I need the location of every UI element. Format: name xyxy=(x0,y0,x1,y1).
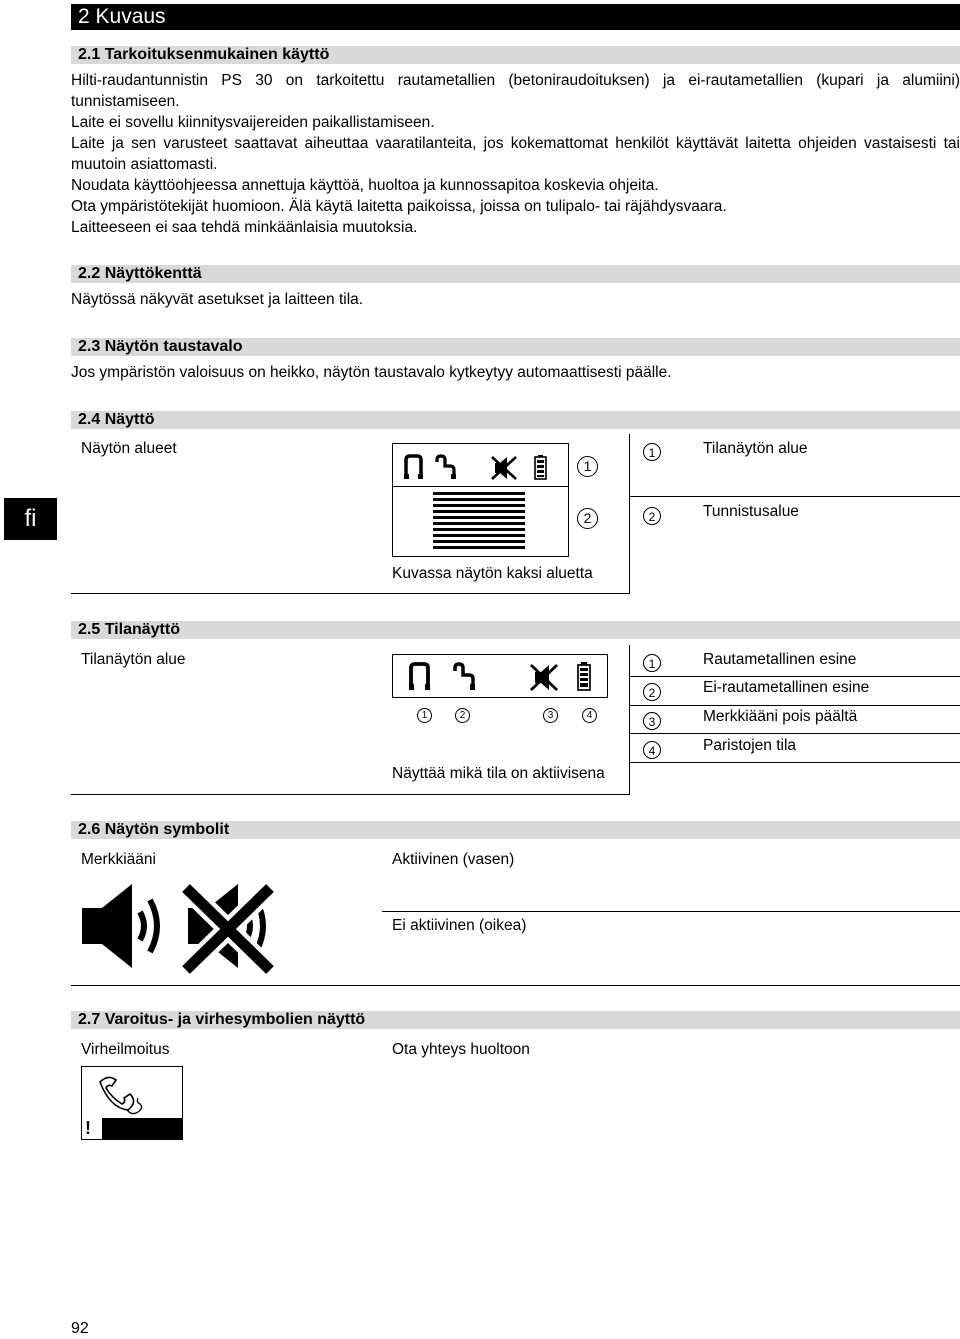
paragraph: Laitteeseen ei saa tehdä minkäänlaisia muutoksia. xyxy=(71,219,418,236)
detection-area-bars xyxy=(433,492,525,552)
legend-num: 3 xyxy=(643,712,661,730)
page-number: 92 xyxy=(71,1320,89,1337)
non-ferrous-icon xyxy=(437,456,456,479)
speaker-muted-icon xyxy=(492,457,516,479)
section-2-4-title: 2.4 Näyttö xyxy=(71,411,960,429)
paragraph: Näytössä näkyvät asetukset ja laitteen tila. xyxy=(71,291,364,308)
label: Näytön alueet xyxy=(81,440,177,457)
legend-text: Tunnistusalue xyxy=(703,503,799,520)
legend-num: 2 xyxy=(643,683,661,701)
beep-active-label: Aktiivinen (vasen) xyxy=(392,851,515,868)
battery-icon xyxy=(578,662,590,690)
legend-text: Tilanäytön alue xyxy=(703,440,808,457)
legend-text: Paristojen tila xyxy=(703,737,797,754)
legend-num: 1 xyxy=(643,654,661,672)
ferrous-icon xyxy=(409,664,430,690)
status-icons xyxy=(403,454,553,482)
legend-text: Merkkiääni pois päältä xyxy=(703,708,858,725)
display-diagram xyxy=(392,443,569,557)
speaker-muted-icon xyxy=(531,665,557,690)
status-display-diagram xyxy=(392,654,608,698)
error-display xyxy=(81,1066,183,1140)
paragraph: Noudata käyttöohjeessa annettuja käyttöä, huoltoa ja kunnossapitoa koskevia ohjeita. xyxy=(71,177,659,194)
callout-3: 3 xyxy=(543,708,558,723)
speaker-icon xyxy=(82,884,157,968)
section-2-2-title: 2.2 Näyttökenttä xyxy=(71,265,960,283)
label: Merkkiääni xyxy=(81,851,156,868)
phone-icon xyxy=(94,1072,150,1116)
section-2-5-title: 2.5 Tilanäyttö xyxy=(71,621,960,639)
section-2-3-title: 2.3 Näytön taustavalo xyxy=(71,338,960,356)
callout-1: 1 xyxy=(577,456,598,477)
legend-num: 2 xyxy=(643,507,661,525)
legend-num: 1 xyxy=(643,443,661,461)
label: Ota yhteys huoltoon xyxy=(392,1041,530,1058)
ferrous-icon xyxy=(404,456,423,479)
beep-inactive-label: Ei aktiivinen (oikea) xyxy=(392,917,527,934)
caption: Näyttää mikä tila on aktiivisena xyxy=(392,765,605,782)
warning-mark: ! xyxy=(85,1118,91,1138)
paragraph: Laite ja sen varusteet saattavat aiheuttaa vaaratilanteita, jos kokemattomat henkilöt käyttävät laitetta ohjeiden vastaisesti tai muutoin asiattomasti. xyxy=(71,135,960,173)
chapter-title: 2 Kuvaus xyxy=(71,4,960,30)
caption: Kuvassa näytön kaksi aluetta xyxy=(392,565,593,582)
legend-text: Ei-rautametallinen esine xyxy=(703,679,870,696)
callout-4: 4 xyxy=(582,708,597,723)
status-icons xyxy=(407,661,597,693)
paragraph: Hilti-raudantunnistin PS 30 on tarkoitettu rautametallien (betoniraudoituksen) ja ei-rautametallien (kupari ja alumiini) tunnistamiseen. xyxy=(71,72,960,110)
legend-text: Rautametallinen esine xyxy=(703,651,857,668)
callout-2: 2 xyxy=(455,708,470,723)
battery-icon xyxy=(535,455,546,479)
paragraph: Laite ei sovellu kiinnitysvaijereiden paikallistamiseen. xyxy=(71,114,435,131)
beep-symbols xyxy=(80,878,280,974)
legend-num: 4 xyxy=(643,741,661,759)
section-2-7-title: 2.7 Varoitus- ja virhesymbolien näyttö xyxy=(71,1011,960,1029)
paragraph: Jos ympäristön valoisuus on heikko, näytön taustavalo kytkeytyy automaattisesti päälle. xyxy=(71,364,672,381)
paragraph: Ota ympäristötekijät huomioon. Älä käytä laitetta paikoissa, joissa on tulipalo- tai räjähdysvaara. xyxy=(71,198,727,215)
non-ferrous-icon xyxy=(455,664,475,690)
language-tab: fi xyxy=(4,498,57,540)
callout-1: 1 xyxy=(417,708,432,723)
label: Virheilmoitus xyxy=(81,1041,170,1058)
speaker-muted-icon xyxy=(186,884,270,970)
error-bar xyxy=(102,1118,182,1139)
section-2-1-title: 2.1 Tarkoituksenmukainen käyttö xyxy=(71,46,960,64)
callout-2: 2 xyxy=(577,508,598,529)
section-2-6-title: 2.6 Näytön symbolit xyxy=(71,821,960,839)
label: Tilanäytön alue xyxy=(81,651,186,668)
